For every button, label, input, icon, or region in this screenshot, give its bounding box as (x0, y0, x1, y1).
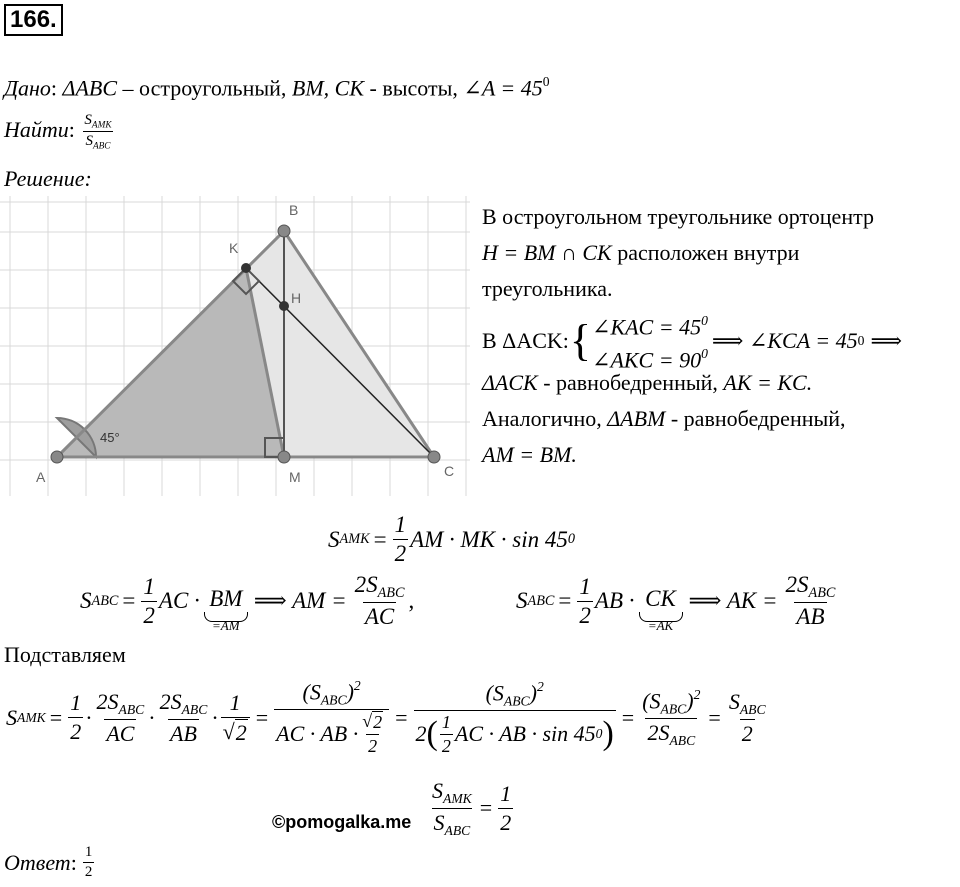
f2-half-num: 1 (143, 573, 155, 599)
f2-half (141, 574, 157, 629)
ff-b2-sub: ABC (503, 692, 530, 708)
expl-line-2 (482, 240, 799, 266)
point-k (241, 263, 251, 273)
expl-line-5 (482, 370, 812, 396)
f1-half-num: 1 (394, 512, 407, 537)
given-dash: – (122, 75, 134, 101)
sys-line-2: ∠AKC = 90 (592, 347, 702, 373)
ratio-result (498, 781, 513, 836)
f3-ck: CK (645, 586, 676, 611)
expl-acl-prefix: В ΔACK: (482, 327, 569, 353)
ratio-num: S (432, 778, 443, 803)
f3-mid: AB · (594, 588, 635, 613)
ratio-den-sub: ABC (444, 822, 471, 838)
formula-ratio: $\frac{S_{AMK}}{S_{ABC}}$ = $\frac{1}{2}$ (432, 778, 512, 838)
expl-line-3 (482, 276, 612, 302)
find-den-sub: ABC (92, 141, 111, 152)
f2-frac (353, 572, 407, 631)
formula-ak: S ABC = $\frac{1}{2}$ AB · CK =AK ⟹ AK = $\frac{2S_{ABC}}{AB}$ (516, 571, 836, 633)
expl-text-6: Аналогично, (482, 406, 602, 431)
given-angle: ∠A = 45 (463, 75, 543, 101)
ff-b2-s: S (492, 680, 504, 706)
solution-label: Решение: (4, 166, 92, 191)
f2-half-den: 2 (143, 602, 155, 628)
ratio-result-num: 1 (500, 780, 512, 806)
sys-line-1: ∠KAC = 45 (592, 314, 702, 340)
ff-num2: 2S (159, 688, 182, 714)
point-a (51, 451, 63, 463)
f3-half-num: 1 (579, 573, 591, 599)
given-heights: BM, CK (291, 75, 365, 101)
formula-final: S AMK = $\frac{1}{2}$ · $\frac{2S_{ABC}}{AC}$ · $\frac{2S_{ABC}}{AB}$ · 1 √ 2 = $(S_{ABC})^2$ AC · AB · √ 2 2 = $(S_{ABC})^2$ 2 ( $\frac{1}{2}$ AC · AB · sin 45 0 ) = $\frac{(S_{ABC})^2}{2S_{ABC}}$ = $\frac{S_{ABC}}{2}$ (6, 678, 766, 757)
expl-am-bm: AM = BM. (482, 442, 577, 467)
f3-frac (783, 572, 837, 631)
f2-num: 2S (354, 571, 378, 597)
point-b (278, 225, 290, 237)
label-k: K (229, 240, 239, 256)
f3-half (577, 574, 593, 629)
ff-b1-den: AC · AB · (276, 721, 359, 747)
f3-half-den: 2 (579, 602, 591, 628)
label-a: A (36, 469, 46, 485)
f1-half (393, 512, 409, 567)
f2-arrow: ⟹ AM = (253, 588, 347, 613)
expl-line-7 (482, 442, 577, 468)
given-angle-exp: 0 (542, 74, 550, 89)
f3-ck-lab: =AK (647, 618, 674, 633)
f1-rhs: AM · MK · sin 45 (410, 526, 568, 552)
f1-half-den: 2 (394, 541, 407, 566)
answer-line: Ответ : $\frac{1}{2}$ (4, 844, 93, 880)
ff-frac-sqrt (221, 690, 250, 746)
given-triangle: ΔABC (62, 75, 118, 101)
ff-b2-half-num: 1 (441, 711, 451, 732)
problem-number-text: 166. (10, 6, 57, 33)
ff-frac-big3: $\frac{(S_{ABC})^2}{2S_{ABC}}$ (642, 686, 701, 748)
formula-s-amk: S AMK = $\frac{1}{2}$ AM · MK · sin 45 0 (328, 512, 576, 566)
ff-r-s: S (728, 688, 740, 714)
ff-sub: AMK (17, 709, 46, 725)
find-den: S (85, 133, 93, 150)
label-h: H (291, 290, 302, 306)
f2-mid: AC · (158, 588, 200, 613)
find-num: S (84, 112, 92, 128)
ratio-result-den: 2 (500, 809, 512, 835)
f2-bm: BM (209, 586, 243, 611)
substitute-text: Подставляем (4, 642, 126, 667)
ff-b2-half-den: 2 (441, 735, 451, 756)
f2-num-sub: ABC (377, 584, 405, 601)
given-line: Дано: ΔABC – остроугольный, BM, CK - высоты, ∠A = $45^0$ (4, 74, 550, 101)
find-line: Найти: $\frac{S_{AMK}}{S_{ABC}}$ (4, 112, 112, 152)
ratio-den: S (433, 809, 445, 835)
expl-text-1: В остроугольном треугольнике ортоцентр (482, 204, 874, 229)
ff-den2: AB (170, 720, 197, 746)
ff-b1-sqrt: 2 (373, 712, 383, 733)
f3-sub: ABC (527, 592, 555, 609)
expl-abm: ΔABM (607, 406, 666, 431)
expl-arrow: ⟹ (870, 327, 902, 353)
ff-r-sub: ABC (739, 701, 766, 717)
f3-s: S (516, 588, 528, 613)
f3-den: AB (796, 604, 825, 630)
answer-label: Ответ (4, 849, 71, 875)
f3-num-sub: ABC (808, 584, 836, 601)
expl-text-2: расположен внутри (617, 240, 800, 265)
ff-b1-sub: ABC (320, 692, 347, 708)
ff-b1-two: 2 (368, 736, 378, 757)
substitute-label (4, 642, 126, 668)
ff-half-den: 2 (70, 719, 82, 745)
triangle-amk-fill (57, 268, 284, 457)
ff-b1-s: S (309, 679, 321, 705)
triangle-figure (0, 196, 470, 496)
f1-sub: AMK (339, 531, 370, 547)
ff-half-num: 1 (70, 690, 82, 716)
given-text-b: - высоты, (369, 75, 458, 101)
ff-sqrt: √ 2 (222, 718, 247, 745)
given-label: Дано (4, 75, 51, 101)
expl-text-5: - равнобедренный, (543, 370, 718, 395)
expl-text-6b: - равнобедренный, (670, 406, 846, 431)
point-h (279, 301, 289, 311)
expl-line-6 (482, 406, 846, 432)
ff-b2-sq: 2 (536, 678, 544, 694)
expl-acK: ΔACK (482, 370, 538, 395)
ff-num2-sub: ABC (181, 701, 208, 717)
f1-s: S (328, 526, 340, 552)
ff-r-den: 2 (741, 720, 753, 746)
point-c (428, 451, 440, 463)
f3-underbrace (639, 586, 683, 634)
ff-half (68, 690, 83, 745)
f3-num: 2S (785, 571, 809, 597)
ff-frac-big1: $(S_{ABC})^2$ AC · AB · √ 2 2 (274, 678, 389, 757)
expl-line-1 (482, 204, 874, 230)
find-label: Найти (4, 116, 69, 142)
ff-num1: 2S (96, 688, 119, 714)
watermark-text: ©pomogalka.me (272, 812, 412, 832)
label-angle: 45° (100, 430, 120, 445)
f2-sub: ABC (91, 592, 119, 609)
f3-arrow: ⟹ AK = (688, 588, 778, 613)
answer-den: 2 (84, 864, 93, 880)
ff-sqrt-rad: 2 (235, 719, 247, 745)
problem-number (4, 4, 63, 36)
ratio-frac (430, 778, 474, 839)
ff-frac-result (727, 689, 768, 747)
ff-den1: AC (106, 720, 135, 746)
sys-exp-2: 0 (701, 345, 708, 361)
sys-exp-1: 0 (701, 313, 708, 328)
find-num-sub: AMK (91, 120, 112, 131)
f2-s: S (80, 588, 92, 613)
ratio-num-sub: AMK (443, 790, 472, 806)
solution-label-text: Решение (4, 166, 85, 191)
system-brace: { (569, 315, 592, 365)
expl-orthocenter: H = BM ∩ CK (482, 240, 612, 265)
ff-b2-exp: 0 (595, 726, 603, 742)
ff-b2-den: AC · AB · sin 45 (454, 721, 596, 747)
answer-num: 1 (84, 844, 93, 860)
formula-am: S ABC = $\frac{1}{2}$ AC · BM =AM ⟹ AM = $\frac{2S_{ABC}}{AC}$ , (80, 571, 415, 633)
f2-bm-lab: =AM (212, 618, 240, 633)
label-b: B (289, 202, 299, 218)
point-m (278, 451, 290, 463)
f2-underbrace (204, 586, 248, 634)
ff-s: S (6, 704, 17, 730)
find-fraction (82, 112, 113, 152)
ff-b1-sq: 2 (353, 678, 361, 693)
given-text-a: остроугольный, (139, 75, 287, 101)
f1-exp: 0 (567, 531, 576, 547)
expl-ak-kc: AK = KC. (723, 370, 813, 395)
watermark (272, 812, 411, 833)
ff-num1-sub: ABC (118, 701, 145, 717)
ff-one: 1 (229, 689, 241, 715)
label-m: M (289, 469, 301, 485)
ff-b3-sub: ABC (660, 700, 687, 716)
system (592, 308, 708, 373)
label-c: C (444, 463, 455, 479)
expl-text-3: треугольника. (482, 276, 613, 301)
ff-b3-den: 2S (647, 719, 670, 745)
expl-kca-exp: 0 (857, 332, 865, 348)
ff-frac-ac (95, 689, 147, 747)
ff-frac-big2: $(S_{ABC})^2$ 2 ( $\frac{1}{2}$ AC · AB · sin 45 0 ) (415, 678, 614, 756)
answer-fraction (83, 844, 95, 881)
expl-kca: ⟹ ∠KCA = 45 (711, 327, 858, 353)
ff-b3-s: S (649, 688, 661, 714)
f2-den: AC (364, 604, 395, 630)
ff-b3-den-sub: ABC (669, 732, 696, 748)
expl-line-4 (482, 308, 902, 373)
ff-b3-sq: 2 (693, 686, 701, 702)
ff-b2-two: 2 (415, 721, 427, 747)
ff-frac-ab (158, 689, 210, 747)
